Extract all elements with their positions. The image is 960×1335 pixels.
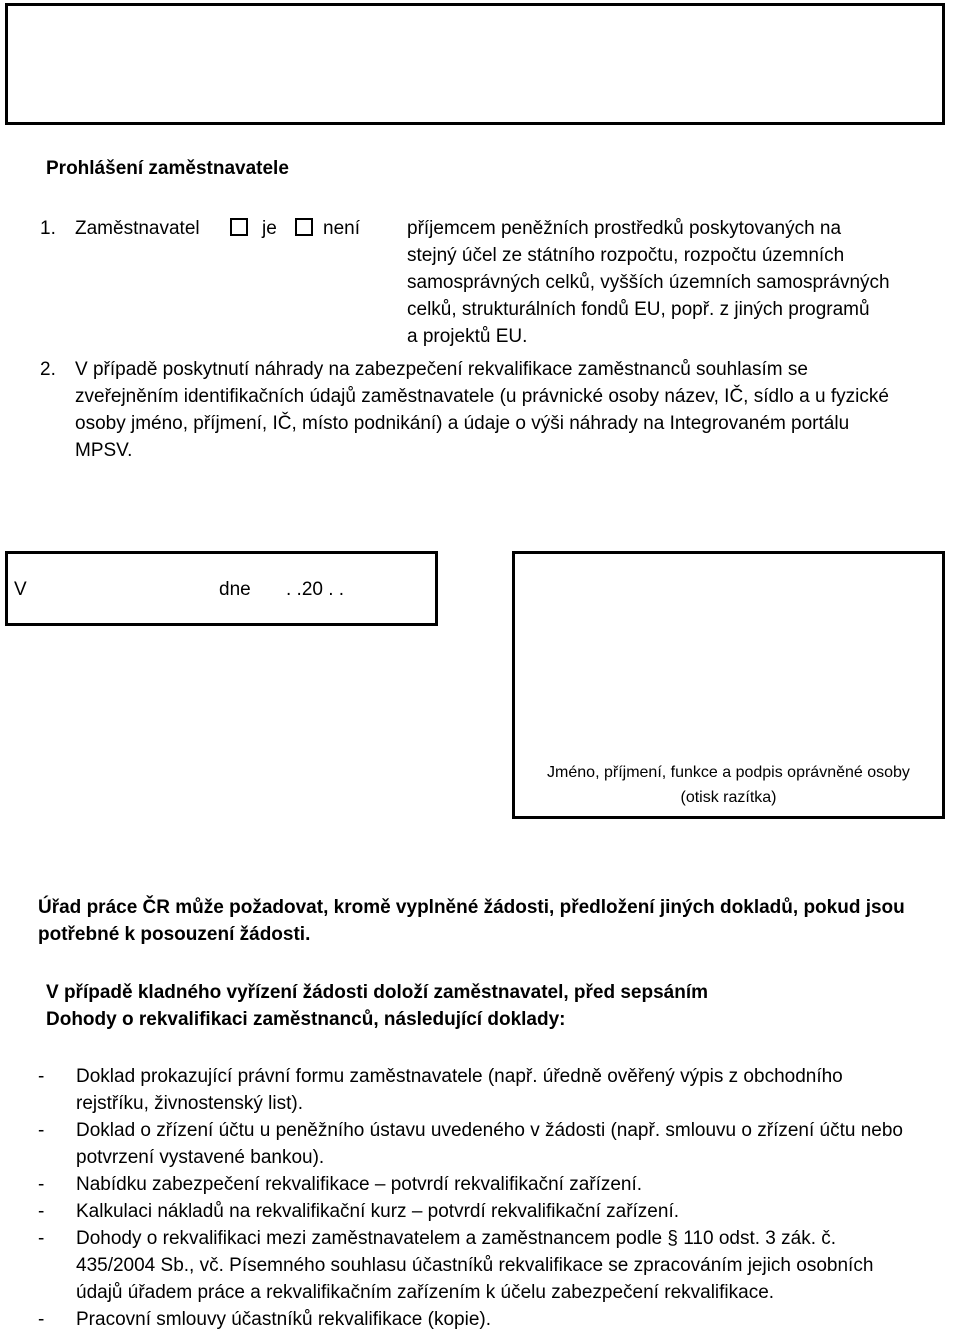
item-1-lead: Zaměstnavatel <box>75 218 200 239</box>
notice-line: potřebné k posouzení žádosti. <box>38 924 311 945</box>
item-1-line: příjemcem peněžních prostředků poskytovaných na <box>407 218 842 239</box>
page-title: Prohlášení zaměstnavatele <box>46 158 289 179</box>
item-2-line: V případě poskytnutí náhrady na zabezpečení rekvalifikace zaměstnanců souhlasím se <box>75 359 808 380</box>
documents-heading-line: Dohody o rekvalifikaci zaměstnanců, následující doklady: <box>46 1009 566 1030</box>
item-1-line: samosprávných celků, vyšších územních samosprávných <box>407 272 890 293</box>
option-neni-label: není <box>323 218 360 239</box>
header-box <box>5 3 945 125</box>
item-1-line: a projektů EU. <box>407 326 528 347</box>
section-sign: § <box>667 1228 678 1249</box>
item-1-text <box>407 215 890 350</box>
list-item <box>38 1225 960 1306</box>
item-2-line: zveřejněním identifikačních údajů zaměstnavatele (u právnické osoby název, IČ, sídlo a u fyzické <box>75 386 889 407</box>
list-item <box>38 1306 960 1333</box>
documents-heading-line: V případě kladného vyřízení žádosti doloží zaměstnavatel, před sepsáním <box>46 982 709 1003</box>
bullet-dash: - <box>38 1120 45 1141</box>
notice-line: Úřad práce ČR může požadovat, kromě vyplněné žádosti, předložení jiných dokladů, pokud jsou <box>38 897 905 918</box>
signature-caption-line: (otisk razítka) <box>680 789 777 806</box>
documents-list <box>38 1063 960 1333</box>
option-je-label: je <box>262 218 277 239</box>
place-label: V <box>14 579 27 600</box>
date-placeholder: . .20 . . <box>286 579 345 600</box>
checkbox-je[interactable] <box>230 218 248 236</box>
signature-caption <box>512 760 945 810</box>
list-item-line <box>76 1225 960 1252</box>
list-item-line: Doklad prokazující právní formu zaměstnavatele (např. úředně ověřený výpis z obchodního <box>76 1066 843 1087</box>
item-2-line: osoby jméno, příjmení, IČ, místo podnikání) a údaje o výši náhrady na Integrovaném portálu <box>75 413 850 434</box>
list-item <box>38 1117 960 1171</box>
bullet-dash: - <box>38 1201 45 1222</box>
item-1-line: stejný účel ze státního rozpočtu, rozpočtu územních <box>407 245 845 266</box>
date-label: dne <box>219 579 251 600</box>
bullet-dash: - <box>38 1228 45 1249</box>
list-item-text: 110 odst. 3 zák. č. <box>683 1228 837 1249</box>
notice-paragraph <box>38 894 938 948</box>
bullet-dash: - <box>38 1309 45 1330</box>
list-item-line: Nabídku zabezpečení rekvalifikace – potvrdí rekvalifikační zařízení. <box>76 1174 643 1195</box>
item-1-number: 1. <box>40 218 56 239</box>
list-item-line: údajů úřadem práce a rekvalifikačním zařízením k účelu zabezpečení rekvalifikace. <box>76 1282 775 1303</box>
list-item-line: 435/2004 Sb., vč. Písemného souhlasu účastníků rekvalifikace se zpracováním jejich osobních <box>76 1255 874 1276</box>
list-item <box>38 1171 960 1198</box>
list-item <box>38 1198 960 1225</box>
item-2-text <box>75 356 950 464</box>
item-2-line: MPSV. <box>75 440 133 461</box>
list-item-line: Pracovní smlouvy účastníků rekvalifikace (kopie). <box>76 1309 491 1330</box>
bullet-dash: - <box>38 1066 45 1087</box>
documents-heading <box>46 979 946 1033</box>
item-1-line: celků, strukturálních fondů EU, popř. z jiných programů <box>407 299 870 320</box>
bullet-dash: - <box>38 1174 45 1195</box>
checkbox-neni[interactable] <box>295 218 313 236</box>
item-2-number: 2. <box>40 359 56 380</box>
list-item-line: Kalkulaci nákladů na rekvalifikační kurz – potvrdí rekvalifikační zařízení. <box>76 1201 679 1222</box>
date-place-line <box>14 576 345 603</box>
signature-caption-line: Jméno, příjmení, funkce a podpis oprávněné osoby <box>547 764 910 781</box>
list-item-line: Doklad o zřízení účtu u peněžního ústavu uvedeného v žádosti (např. smlouvu o zřízení účtu nebo <box>76 1120 904 1141</box>
list-item-line: potvrzení vystavené bankou). <box>76 1147 325 1168</box>
list-item-text: Dohody o rekvalifikaci mezi zaměstnavatelem a zaměstnancem podle <box>76 1228 663 1249</box>
list-item-line: rejstříku, živnostenský list). <box>76 1093 303 1114</box>
list-item <box>38 1063 960 1117</box>
